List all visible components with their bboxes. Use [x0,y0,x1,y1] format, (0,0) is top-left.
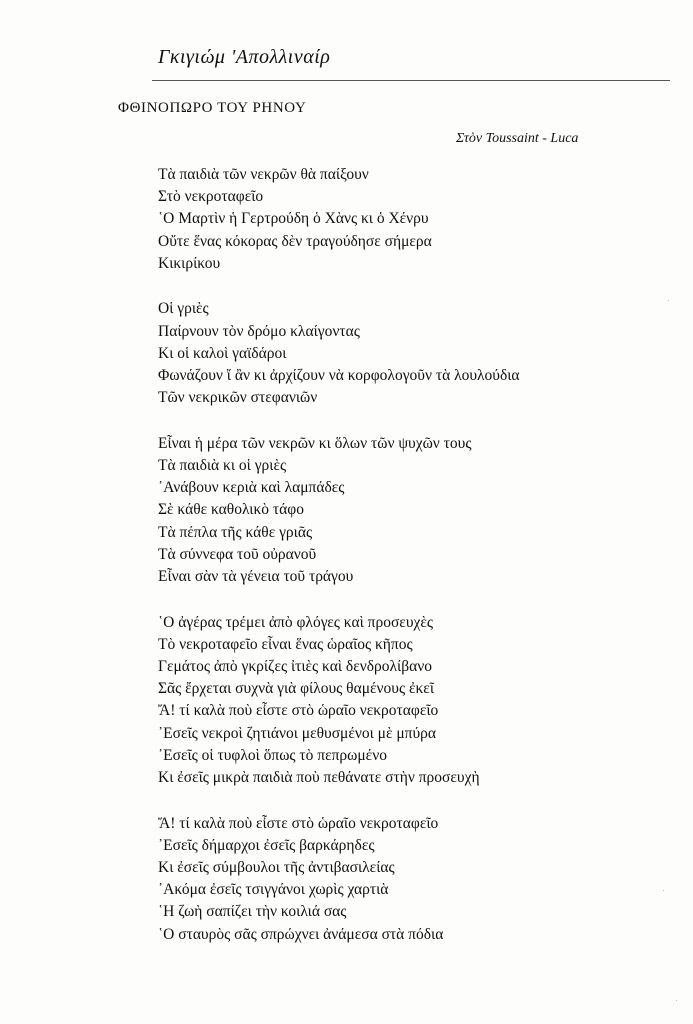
paper-speck [676,1000,677,1001]
poem-line: ῾Η ζωὴ σαπίζει τὴν κοιλιά σας [158,903,347,921]
stanza-3 [158,433,658,588]
paper-speck [663,890,664,891]
poem-line: ᾿Εσεῖς δήμαρχοι ἐσεῖς βαρκάρηδες [158,836,375,854]
poem-line: Τὰ πέπλα τῆς κάθε γριᾶς [158,523,313,541]
stanza-5 [158,813,658,946]
poem-line: Σὲ κάθε καθολικὸ τάφο [158,501,304,519]
dedication: Στὸν Toussaint - Luca [456,131,579,146]
poem-line: Σᾶς ἔρχεται συχνὰ γιὰ φίλους θαμένους ἐκεῖ [158,680,434,698]
paper-speck [668,300,669,301]
poem-line: Γεμάτος ἀπὸ γκρίζες ἰτιὲς καὶ δενδρολίβανο [158,658,432,676]
poem-line: ᾿Ανάβουν κεριὰ καὶ λαμπάδες [158,479,345,497]
poem-line: Κι οἱ καλοὶ γαϊδάροι [158,344,287,362]
poem-line: Φωνάζουν ἴ ἂν κι ἀρχίζουν νὰ κορφολογοῦν τὰ λουλούδια [158,367,520,384]
poem-line: Στὸ νεκροταφεῖο [158,188,264,206]
poem-line: Κικιρίκου [158,254,221,272]
poem-line: Κι ἐσεῖς σύμβουλοι τῆς ἀντιβασιλείας [158,859,395,877]
poem-line: Οὔτε ἕνας κόκορας δὲν τραγούδησε σήμερα [158,232,432,250]
poem-line: ᾿Ακόμα ἐσεῖς τσιγγάνοι χωρὶς χαρτιὰ [158,881,389,899]
poem-line: Εἶναι σὰν τὰ γένεια τοῦ τράγου [158,568,354,585]
header-rule [152,80,670,81]
poem-line: Τὰ παιδιὰ τῶν νεκρῶν θὰ παίξουν [158,166,369,183]
poem-line: ῾Ο ἀγέρας τρέμει ἀπὸ φλόγες καὶ προσευχὲς [158,613,434,631]
poem-line: ῾Ο Μαρτὶν ἡ Γερτρούδη ὁ Χὰνς κι ὁ Χένρυ [158,210,429,228]
running-head-author: Γκιγιώμ 'Απολλιναίρ [158,46,331,68]
poem-line: Τὰ σύννεφα τοῦ οὐρανοῦ [158,545,317,563]
stanza-1 [158,164,658,275]
poem-body [158,164,658,969]
poem-line: Ἄ! τί καλὰ ποὺ εἶστε στὸ ὡραῖο νεκροταφεῖο [158,814,439,832]
poem-line: Τὸ νεκροταφεῖο εἶναι ἕνας ὡραῖος κῆπος [158,635,413,653]
poem-line: Ἄ! τί καλὰ ποὺ εἶστε στὸ ὡραῖο νεκροταφεῖο [158,702,439,720]
poem-title: ΦΘΙΝΟΠΩΡΟ ΤΟΥ ΡΗΝΟΥ [118,100,307,116]
poem-line: Παίρνουν τὸν δρόμο κλαίγοντας [158,322,360,340]
poem-line: ᾿Εσεῖς νεκροὶ ζητιάνοι μεθυσμένοι μὲ μπύρα [158,724,437,742]
poem-line: Κι ἐσεῖς μικρὰ παιδιὰ ποὺ πεθάνατε στὴν προσευχὴ [158,769,480,786]
stanza-2 [158,298,658,409]
poem-line: Τὰ παιδιὰ κι οἱ γριὲς [158,457,287,475]
poem-line: Εἶναι ἡ μέρα τῶν νεκρῶν κι ὅλων τῶν ψυχῶν τους [158,434,472,452]
poem-line: ᾿Εσεῖς οἱ τυφλοὶ ὅπως τὸ πεπρωμένο [158,746,387,764]
stanza-4 [158,612,658,790]
poem-line: Οἱ γριὲς [158,300,209,318]
poem-line: Τῶν νεκρικῶν στεφανιῶν [158,389,318,407]
poem-line: ῾Ο σταυρὸς σᾶς σπρώχνει ἀνάμεσα στὰ πόδια [158,925,444,943]
